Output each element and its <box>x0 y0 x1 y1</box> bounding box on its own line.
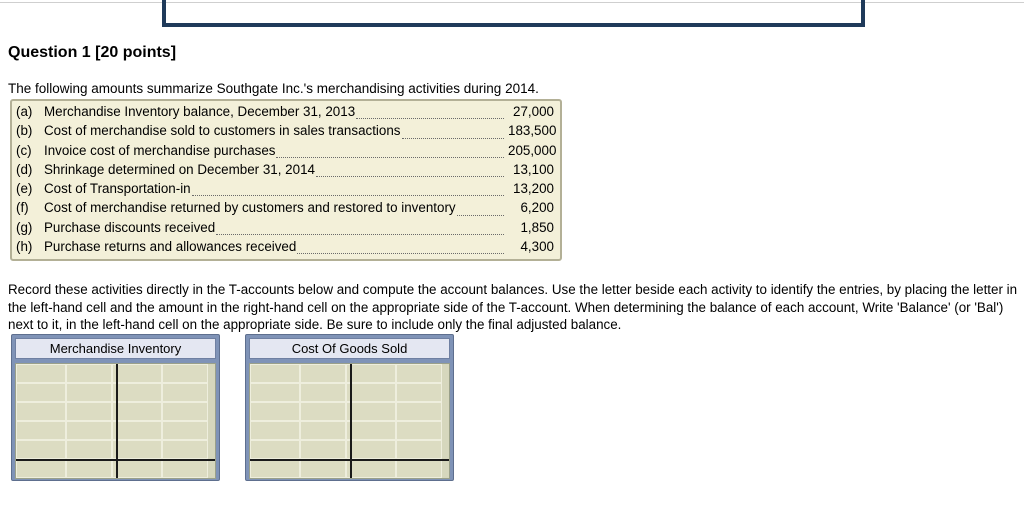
taccount-cost-of-goods-sold <box>245 334 454 481</box>
credit-amount-cell[interactable] <box>396 383 442 402</box>
taccount-title: Cost Of Goods Sold <box>249 338 450 359</box>
debit-letter-cell[interactable] <box>16 440 66 459</box>
debit-letter-cell[interactable] <box>250 402 300 421</box>
credit-amount-cell[interactable] <box>162 440 208 459</box>
debit-letter-cell[interactable] <box>16 459 66 478</box>
activity-value: 205,000 <box>508 142 557 158</box>
taccount-title: Merchandise Inventory <box>15 338 216 359</box>
activity-label: Purchase returns and allowances received <box>44 239 297 255</box>
activity-row <box>16 220 560 239</box>
credit-letter-cell[interactable] <box>112 421 162 440</box>
taccount-balance-line <box>16 459 215 461</box>
activity-value: 1,850 <box>520 219 554 235</box>
activity-row <box>16 181 560 200</box>
debit-letter-cell[interactable] <box>16 421 66 440</box>
activity-row <box>16 123 560 142</box>
credit-letter-cell[interactable] <box>112 402 162 421</box>
credit-letter-cell[interactable] <box>346 459 396 478</box>
activity-letter: (h) <box>16 239 33 255</box>
debit-amount-cell[interactable] <box>66 364 112 383</box>
leader-dots <box>316 166 504 177</box>
credit-letter-cell[interactable] <box>112 383 162 402</box>
taccount-grid <box>249 363 450 479</box>
credit-amount-cell[interactable] <box>396 402 442 421</box>
activity-letter: (a) <box>16 104 33 119</box>
leader-dots <box>356 108 504 119</box>
credit-letter-cell[interactable] <box>346 364 396 383</box>
activity-row <box>16 200 560 219</box>
activity-letter: (d) <box>16 161 33 177</box>
credit-amount-cell[interactable] <box>396 364 442 383</box>
credit-letter-cell[interactable] <box>346 402 396 421</box>
activity-label: Cost of merchandise sold to customers in sales transactions <box>44 123 401 139</box>
debit-amount-cell[interactable] <box>300 364 346 383</box>
activity-label: Cost of Transportation-in <box>44 181 191 197</box>
debit-amount-cell[interactable] <box>300 440 346 459</box>
credit-letter-cell[interactable] <box>346 421 396 440</box>
activity-value: 6,200 <box>520 200 554 216</box>
debit-letter-cell[interactable] <box>16 383 66 402</box>
credit-amount-cell[interactable] <box>162 421 208 440</box>
activity-value: 4,300 <box>520 239 554 255</box>
credit-amount-cell[interactable] <box>162 383 208 402</box>
activity-letter: (g) <box>16 219 33 235</box>
activity-value: 13,200 <box>513 181 554 197</box>
credit-amount-cell[interactable] <box>162 402 208 421</box>
activity-label: Cost of merchandise returned by customers and restored to inventory <box>44 200 456 216</box>
top-bracket-decoration <box>162 0 865 27</box>
activity-label: Shrinkage determined on December 31, 2014 <box>44 161 315 177</box>
debit-amount-cell[interactable] <box>66 402 112 421</box>
debit-amount-cell[interactable] <box>300 421 346 440</box>
activity-row <box>16 162 560 181</box>
debit-letter-cell[interactable] <box>250 383 300 402</box>
credit-letter-cell[interactable] <box>112 459 162 478</box>
leader-dots <box>457 205 504 216</box>
activity-label: Invoice cost of merchandise purchases <box>44 142 276 158</box>
activities-box <box>10 99 562 261</box>
debit-letter-cell[interactable] <box>250 440 300 459</box>
leader-dots <box>402 128 505 139</box>
debit-letter-cell[interactable] <box>16 402 66 421</box>
instructions-text: Record these activities directly in the T-accounts below and compute the account balances. Use the letter beside each activity to identify the entries, by placing the letter in the left-hand cell and the amount in the right-hand cell on the appropriate side of the T-account. When determining the balance of each account, Write 'Balance' (or 'Bal') next to it, in the left-hand cell on the appropriate side. Be sure to include only the final adjusted balance. <box>8 282 1018 332</box>
credit-letter-cell[interactable] <box>112 364 162 383</box>
activity-value: 13,100 <box>513 161 554 177</box>
debit-amount-cell[interactable] <box>66 421 112 440</box>
debit-amount-cell[interactable] <box>66 459 112 478</box>
leader-dots <box>297 243 504 254</box>
activity-row <box>16 104 560 123</box>
credit-letter-cell[interactable] <box>112 440 162 459</box>
debit-letter-cell[interactable] <box>250 421 300 440</box>
credit-amount-cell[interactable] <box>162 459 208 478</box>
debit-letter-cell[interactable] <box>250 459 300 478</box>
activity-value: 27,000 <box>513 104 554 119</box>
credit-amount-cell[interactable] <box>396 421 442 440</box>
activity-label: Purchase discounts received <box>44 219 216 235</box>
debit-letter-cell[interactable] <box>16 364 66 383</box>
credit-letter-cell[interactable] <box>346 440 396 459</box>
question-title: Question 1 [20 points] <box>8 44 177 61</box>
credit-amount-cell[interactable] <box>162 364 208 383</box>
debit-letter-cell[interactable] <box>250 364 300 383</box>
debit-amount-cell[interactable] <box>300 459 346 478</box>
activity-letter: (c) <box>16 142 32 158</box>
taccount-merchandise-inventory <box>11 334 220 481</box>
credit-amount-cell[interactable] <box>396 459 442 478</box>
credit-amount-cell[interactable] <box>396 440 442 459</box>
taccount-balance-line <box>250 459 449 461</box>
debit-amount-cell[interactable] <box>300 402 346 421</box>
activity-letter: (b) <box>16 123 33 139</box>
debit-amount-cell[interactable] <box>300 383 346 402</box>
debit-amount-cell[interactable] <box>66 440 112 459</box>
activity-letter: (e) <box>16 181 33 197</box>
leader-dots <box>192 185 504 196</box>
activity-row <box>16 239 560 258</box>
activity-value: 183,500 <box>508 123 557 139</box>
question-intro: The following amounts summarize Southgate Inc.'s merchandising activities during 2014. <box>8 81 539 96</box>
activity-letter: (f) <box>16 200 29 216</box>
activity-row <box>16 143 560 162</box>
leader-dots <box>216 224 504 235</box>
activity-label: Merchandise Inventory balance, December 31, 2013 <box>44 104 356 119</box>
taccount-grid <box>15 363 216 479</box>
leader-dots <box>276 147 504 158</box>
debit-amount-cell[interactable] <box>66 383 112 402</box>
credit-letter-cell[interactable] <box>346 383 396 402</box>
